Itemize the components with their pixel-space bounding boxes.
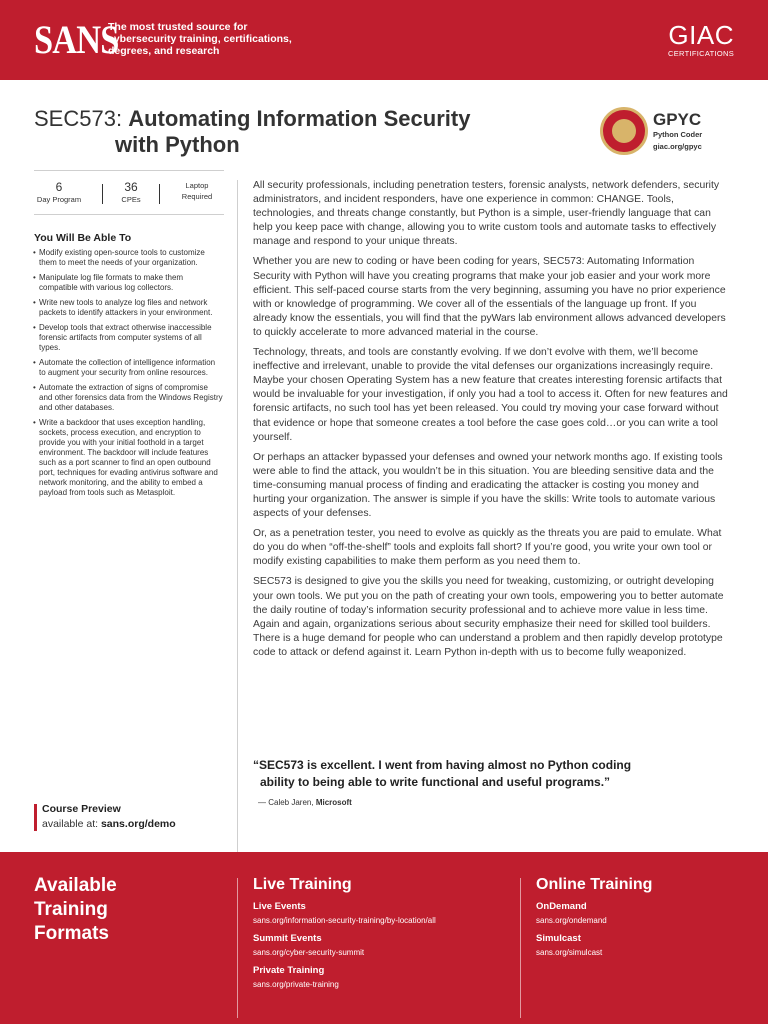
stat-cpes-value: 36 — [124, 180, 138, 194]
quote-line1: “SEC573 is excellent. I went from having almost no Python coding — [253, 758, 632, 772]
course-preview-title: Course Preview — [42, 803, 121, 815]
stat-cpes-label: CPEs — [121, 195, 141, 204]
private-training-title: Private Training — [253, 965, 325, 976]
course-title-line1: Automating Information Security — [128, 106, 471, 131]
sans-tagline: The most trusted source for cybersecurity training, certifications, degrees, and research — [108, 21, 292, 57]
live-training-heading: Live Training — [253, 876, 352, 893]
summit-events-link[interactable]: sans.org/cyber-security-summit — [253, 948, 365, 957]
quote-org: Microsoft — [315, 798, 352, 807]
stat-laptop — [170, 180, 224, 202]
stat-days-value: 6 — [55, 180, 63, 194]
column-divider — [237, 180, 238, 852]
online-training-heading: Online Training — [536, 876, 653, 893]
body-paragraph: Whether you are new to coding or have been coding for years, SEC573: Automating Information Security with Python will have you creating programs that make your job easier and your work more efficient. This self-paced course starts from the very beginning, assuming you have no prior experience with or knowledge of programming. We cover all of the essentials of the language up front. If you already know the essentials, you will find that the pyWars lab environment allows advanced developers to quickly accelerate to more advanced material in the course. — [253, 256, 726, 338]
list-item: • Develop tools that extract otherwise inaccessible forensic artifacts from computer systems of all types. — [33, 323, 223, 353]
stat-laptop-label: Required — [181, 192, 213, 201]
stats-top-rule — [34, 170, 224, 171]
course-description — [253, 179, 731, 666]
band-divider — [520, 878, 521, 1018]
list-item: • Write a backdoor that uses exception handling, sockets, process execution, and encryption to provide you with your initial foothold in a target environment. The backdoor will include features such as a port scanner to find an open outbound port, techniques for evading antivirus software and network monitoring, and the ability to embed a payload from tools such as Metasploit. — [33, 418, 223, 498]
live-events-link[interactable]: sans.org/information-security-training/by-location/all — [253, 916, 436, 925]
course-code: SEC573: — [34, 106, 123, 131]
private-training-link[interactable]: sans.org/private-training — [253, 980, 339, 989]
sans-logo: SANS — [34, 17, 119, 62]
stat-days — [34, 180, 84, 205]
stat-laptop-value: Laptop — [185, 181, 209, 190]
list-item: • Automate the collection of intelligence information to augment your security from online resources. — [33, 358, 223, 378]
ondemand-link[interactable]: sans.org/ondemand — [536, 916, 607, 925]
stat-days-label: Day Program — [36, 195, 82, 204]
quote-author: — Caleb Jaren, — [258, 798, 314, 807]
list-item: • Manipulate log file formats to make them compatible with various log collectors. — [33, 273, 223, 293]
outcomes-heading: You Will Be Able To — [34, 232, 132, 244]
simulcast-link[interactable]: sans.org/simulcast — [536, 948, 603, 957]
list-item: • Write new tools to analyze log files and network packets to identify attackers in your environment. — [33, 298, 223, 318]
giac-logo-sub: CERTIFICATIONS — [667, 49, 734, 58]
course-preview-link[interactable]: sans.org/demo — [100, 818, 176, 830]
course-preview-line — [42, 818, 176, 830]
course-preview-prefix: available at: — [42, 818, 99, 830]
list-item: • Modify existing open-source tools to customize them to meet the needs of your organization. — [33, 248, 223, 268]
body-paragraph: All security professionals, including penetration testers, forensic analysts, network defenders, security administrators, and incident responders, have one experience in common: CHANGE. Tools, technologies, and threats change constantly, but Python is a simple, user-friendly language that can help you keep pace with change, allowing you to write custom tools and automate tasks to effectively manage and respond to your unique threats. — [253, 180, 720, 248]
giac-logo — [668, 22, 734, 58]
training-formats-band — [0, 852, 768, 1024]
cert-url[interactable]: giac.org/gpyc — [653, 142, 702, 151]
body-paragraph: Or, as a penetration tester, you need to evolve as quickly as the threats you are paid to emulate. What do you do when “off-the-shelf” tools and exploits fall short? If you’re good, you write your own tool or modify existing capabilities to make them perform as you need them to. — [253, 528, 722, 568]
live-events-title: Live Events — [253, 901, 306, 912]
stat-separator — [159, 184, 160, 204]
summit-events-title: Summit Events — [253, 933, 322, 944]
course-title-line2: with Python — [115, 132, 240, 157]
cert-subtitle: Python Coder — [653, 130, 703, 139]
quote-line2: ability to being able to write functional and useful programs.” — [260, 775, 611, 789]
header-band — [0, 0, 768, 80]
body-paragraph: Technology, threats, and tools are constantly evolving. If we don’t evolve with them, we’ll become ineffective and irrelevant, unable to provide the vital defenses our organizations increasingly require. Maybe your chosen Operating System has a new feature that creates interesting forensic artifacts that would be invaluable for your investigation, if only you had a tool to access it. Often for new features and forensic artifacts, no such tool has yet been released. You could try moving your case forward without that evidence or hope that someone creates a tool before the case goes cold…or you can write a tool yourself. — [253, 347, 728, 443]
preview-accent-bar — [34, 804, 37, 831]
outcomes-list — [33, 248, 223, 503]
list-item: • Automate the extraction of signs of compromise and other forensics data from the Windows Registry and other databases. — [33, 383, 223, 413]
stats-bottom-rule — [34, 214, 224, 215]
formats-title: Available Training Formats — [34, 875, 117, 944]
body-paragraph: SEC573 is designed to give you the skills you need for tweaking, customizing, or outright developing your own tools. We put you on the path of creating your own tools, empowering you to better automate the daily routine of today’s information security professional and to achieve more value in less time. Again and again, organizations serious about security emphasize their need for skilled tool builders. There is a huge demand for people who can understand a problem and then rapidly develop prototype code to attack or defend against it. Learn Python in-depth with us to become fully weaponized. — [253, 576, 724, 658]
stat-cpes — [111, 180, 151, 205]
quote-attribution — [258, 798, 352, 807]
cert-name: GPYC — [653, 110, 702, 129]
page-title — [34, 106, 470, 158]
giac-logo-word: GIAC — [668, 20, 734, 50]
simulcast-title: Simulcast — [536, 933, 581, 944]
body-paragraph: Or perhaps an attacker bypassed your defenses and owned your network months ago. If existing tools were able to find the attack, you wouldn’t be in this situation. You are bleeding sensitive data and the time-consuming manual process of finding and eradicating the attacker is costing you money and hurting your organization. The answer is simple if you have the skills: Write tools to automate various aspects of your defenses. — [253, 451, 723, 520]
ondemand-title: OnDemand — [536, 901, 587, 912]
band-divider — [237, 878, 238, 1018]
stat-separator — [102, 184, 103, 204]
gpyc-badge-icon — [600, 107, 648, 155]
testimonial-quote — [253, 757, 673, 791]
